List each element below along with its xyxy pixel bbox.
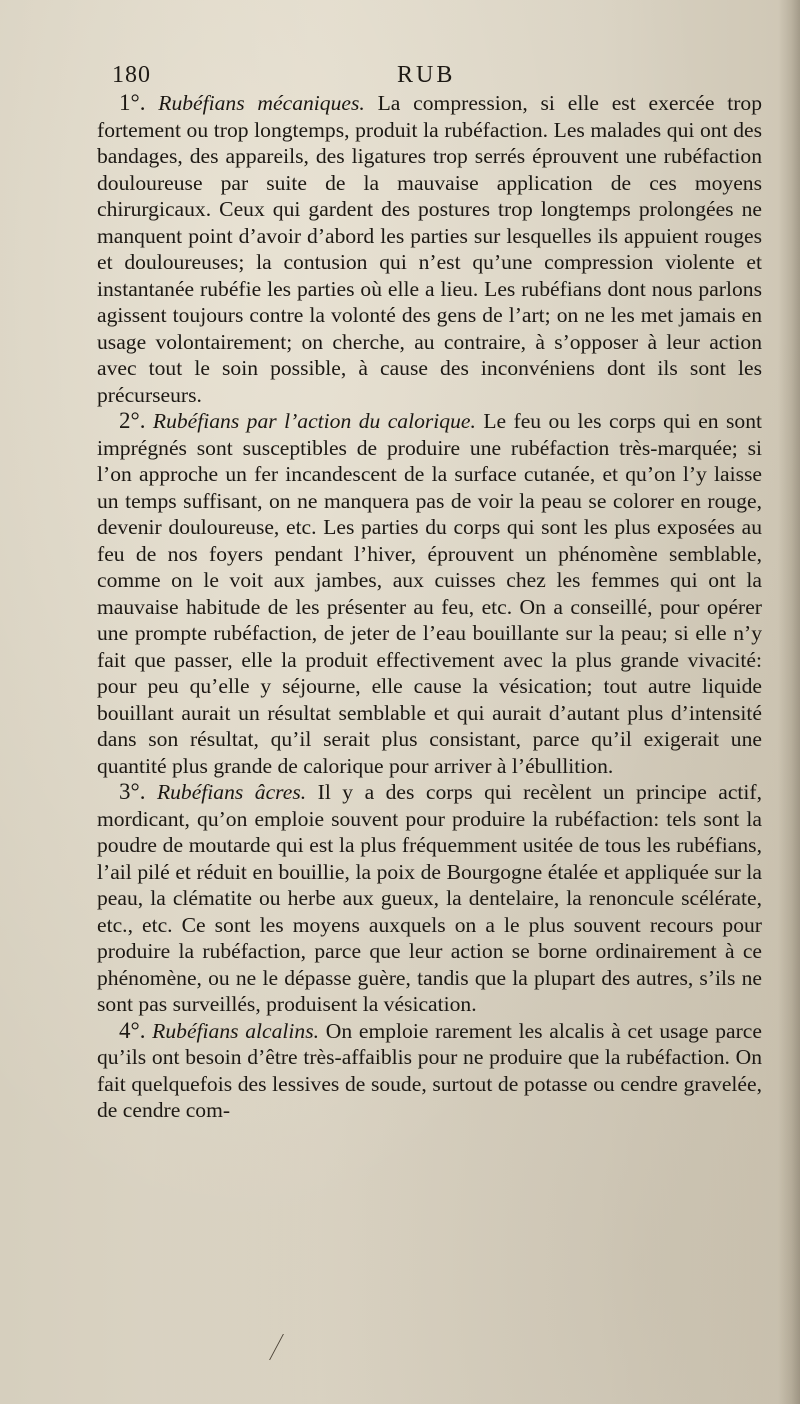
paragraph-heading: Rubéfians alcalins. — [152, 1018, 320, 1043]
paragraph-text: Le feu ou les corps qui en sont imprégnés sont susceptibles de produire une rubéfaction très-marquée; si l’on approche un fer incandescent de la surface cutanée, et qu’on l’y laisse un temps suffisant, on ne manquera pas de voir la peau se colorer en rouge, devenir douloureuse, etc. Les parties du corps qui sont les plus exposées au feu de nos foyers pendant l’hiver, éprouvent un phénomène semblable, comme on le voit aux jambes, aux cuisses chez les femmes qui ont la mauvaise habitude de les présenter au feu, etc. On a conseillé, pour opérer une prompte rubéfaction, de jeter de l’eau bouillante sur la peau; si elle n’y fait que passer, elle la produit effectivement avec la plus grande vivacité: pour peu qu’elle y séjourne, elle cause la vésication; tout autre liquide bouillant aurait un résultat semblable et qui aurait d’autant plus d’intensité dans son résultat, qu’il serait plus consistant, parce qu’il exigerait une quantité plus grande de calorique pour arriver à l’ébullition. — [97, 409, 762, 778]
paragraph-number: 3°. — [119, 779, 146, 804]
paragraph-heading: Rubéfians par l’action du calorique. — [152, 409, 476, 433]
paragraph-text: On emploie rarement les alcalis à cet usage parce qu’ils ont besoin d’être très-affaiblis pour ne produire que la rubéfaction. On fait quelquefois des lessives de soude, surtout de potasse ou cendre gravelée, de cendre com- — [97, 1018, 762, 1122]
paragraph-text: Il y a des corps qui recèlent un principe actif, mordicant, qu’on emploie souvent pour produire la rubéfaction: tels sont la poudre de moutarde qui est la plus fréquemment usitée de tous les rubéfians, l’ail pilé et réduit en bouillie, la poix de Bourgogne étalée et appliquée sur la peau, la clématite ou herbe aux gueux, la dentelaire, la renoncule scélérate, etc., etc. Ce sont les moyens auxquels on a le plus souvent recours pour produire la rubéfaction, parce que leur action se borne ordinairement à ce phénomène, ou ne le dépasse guère, tandis que la plupart des autres, s’ils ne sont pas surveillés, produisent la vésication. — [97, 780, 763, 1016]
paragraph-rubefians-alcalins — [97, 1018, 762, 1124]
pencil-mark — [269, 1334, 298, 1360]
page-number: 180 — [112, 62, 151, 88]
paragraph-number: 1°. — [119, 90, 146, 115]
paragraph-rubefians-calorique — [97, 408, 762, 779]
paragraph-heading: Rubéfians mécaniques. — [158, 91, 365, 115]
running-head: RUB — [397, 62, 456, 88]
paragraph-number: 2°. — [119, 408, 146, 433]
paragraph-rubefians-mecaniques — [97, 90, 762, 408]
paragraph-rubefians-acres — [97, 779, 762, 1018]
paragraph-number: 4°. — [119, 1017, 146, 1043]
paragraph-heading: Rubéfians âcres. — [156, 780, 307, 804]
body-text — [97, 90, 762, 1124]
paragraph-text: La compression, si elle est exercée trop fortement ou trop longtemps, produit la rubéfaction. Les malades qui ont des bandages, des appareils, des ligatures trop serrés éprouvent une rubéfaction douloureuse par suite de la mauvaise application de ces moyens chirurgicaux. Ceux qui gardent des postures trop longtemps prolongées ne manquent point d’avoir d’abord les parties sur lesquelles ils appuient rouges et douloureuses; la contusion qui n’est qu’une compression violente et instantanée rubéfie les parties où elle a lieu. Les rubéfians dont nous parlons agissent toujours contre la volonté des gens de l’art; on ne les met jamais en usage volontairement; on cherche, au contraire, à s’opposer à leur action avec tout le soin possible, à cause des inconvéniens dont ils sont les précurseurs. — [97, 91, 762, 407]
page-spine-shadow — [778, 0, 800, 1404]
